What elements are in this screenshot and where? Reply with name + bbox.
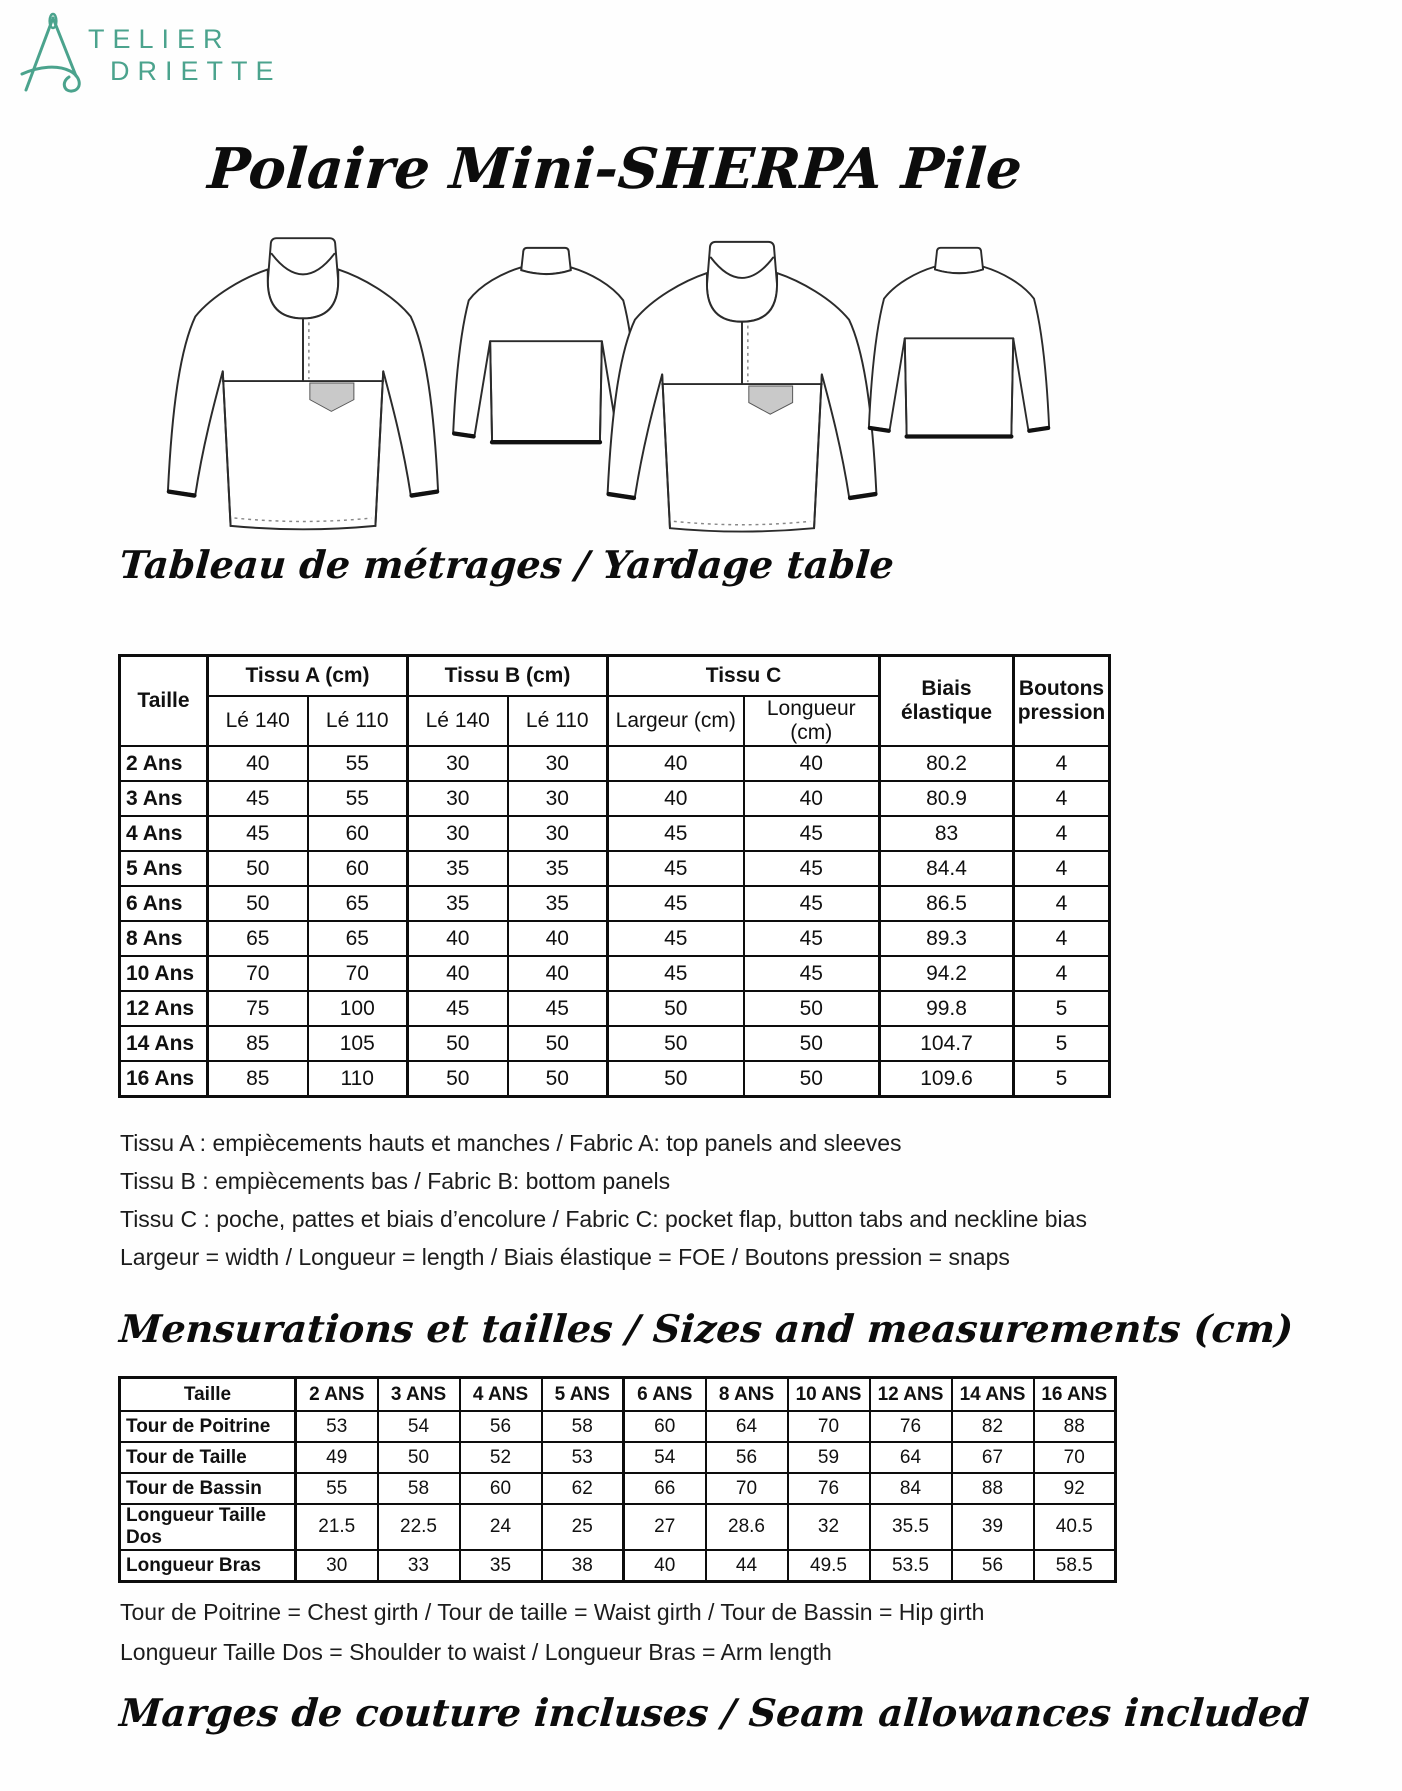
- yardage-sub-header: Largeur (cm): [608, 696, 744, 746]
- garment-front-drawing: [166, 234, 440, 532]
- yardage-value-cell: 50: [408, 1026, 508, 1061]
- yardage-value-cell: 45: [208, 816, 308, 851]
- yardage-value-cell: 45: [208, 781, 308, 816]
- yardage-table: [118, 654, 1111, 1098]
- yardage-table-body: [120, 746, 1110, 1097]
- yardage-value-cell: 45: [608, 956, 744, 991]
- page-title: Polaire Mini-SHERPA Pile: [205, 136, 1025, 202]
- measurement-row-label: Tour de Taille: [120, 1442, 296, 1473]
- measurement-value-cell: 52: [460, 1442, 542, 1473]
- yardage-value-cell: 40: [608, 746, 744, 781]
- yardage-value-cell: 60: [308, 816, 408, 851]
- table-row: [120, 991, 1110, 1026]
- table-row: [120, 781, 1110, 816]
- yardage-notes: [120, 1124, 1087, 1276]
- table-row: [120, 851, 1110, 886]
- measurement-value-cell: 64: [870, 1442, 952, 1473]
- yardage-value-cell: 4: [1014, 921, 1110, 956]
- table-row: [120, 886, 1110, 921]
- yardage-size-label: 5 Ans: [120, 851, 208, 886]
- yardage-value-cell: 40: [744, 746, 880, 781]
- note-line: Tissu A : empiècements hauts et manches / Fabric A: top panels and sleeves: [120, 1130, 902, 1156]
- yardage-sub-header: Longueur (cm): [744, 696, 880, 746]
- yardage-size-label: 6 Ans: [120, 886, 208, 921]
- measurements-header-cell: 8 ANS: [706, 1378, 788, 1412]
- yardage-value-cell: 50: [508, 1026, 608, 1061]
- yardage-value-cell: 75: [208, 991, 308, 1026]
- yardage-value-cell: 30: [408, 781, 508, 816]
- yardage-value-cell: 35: [408, 851, 508, 886]
- yardage-value-cell: 40: [408, 921, 508, 956]
- yardage-col-boutons: Boutons pression: [1014, 656, 1110, 747]
- yardage-value-cell: 5: [1014, 1026, 1110, 1061]
- yardage-value-cell: 4: [1014, 816, 1110, 851]
- yardage-value-cell: 35: [508, 886, 608, 921]
- table-row: [120, 816, 1110, 851]
- measurement-value-cell: 58: [378, 1473, 460, 1504]
- measurement-value-cell: 67: [952, 1442, 1034, 1473]
- measurement-value-cell: 39: [952, 1504, 1034, 1550]
- measurement-value-cell: 84: [870, 1473, 952, 1504]
- measurements-header-cell: 2 ANS: [296, 1378, 378, 1412]
- yardage-group-tissu-b: Tissu B (cm): [408, 656, 608, 697]
- yardage-value-cell: 50: [744, 991, 880, 1026]
- measurements-header-cell: 10 ANS: [788, 1378, 870, 1412]
- yardage-value-cell: 30: [408, 816, 508, 851]
- measurement-value-cell: 49.5: [788, 1550, 870, 1582]
- measurement-value-cell: 35: [460, 1550, 542, 1582]
- yardage-value-cell: 45: [408, 991, 508, 1026]
- table-row: [120, 956, 1110, 991]
- yardage-value-cell: 45: [744, 921, 880, 956]
- yardage-value-cell: 40: [508, 921, 608, 956]
- yardage-value-cell: 65: [308, 921, 408, 956]
- yardage-value-cell: 70: [308, 956, 408, 991]
- yardage-value-cell: 86.5: [880, 886, 1014, 921]
- measurement-value-cell: 54: [624, 1442, 706, 1473]
- yardage-section-heading: Tableau de métrages / Yardage table: [118, 542, 896, 587]
- measurement-value-cell: 53.5: [870, 1550, 952, 1582]
- yardage-size-label: 4 Ans: [120, 816, 208, 851]
- yardage-value-cell: 50: [608, 1061, 744, 1097]
- measurement-value-cell: 28.6: [706, 1504, 788, 1550]
- yardage-value-cell: 45: [608, 851, 744, 886]
- logo-text-line2: DRIETTE: [110, 56, 282, 86]
- yardage-value-cell: 50: [408, 1061, 508, 1097]
- yardage-value-cell: 50: [208, 851, 308, 886]
- yardage-value-cell: 50: [608, 1026, 744, 1061]
- yardage-size-label: 14 Ans: [120, 1026, 208, 1061]
- measurement-value-cell: 58: [542, 1411, 624, 1442]
- yardage-value-cell: 45: [744, 886, 880, 921]
- yardage-value-cell: 4: [1014, 746, 1110, 781]
- measurement-value-cell: 70: [788, 1411, 870, 1442]
- yardage-sub-header: Lé 110: [508, 696, 608, 746]
- yardage-value-cell: 80.2: [880, 746, 1014, 781]
- yardage-sub-header: Lé 140: [408, 696, 508, 746]
- measurement-value-cell: 33: [378, 1550, 460, 1582]
- yardage-value-cell: 30: [508, 746, 608, 781]
- yardage-value-cell: 5: [1014, 991, 1110, 1026]
- yardage-value-cell: 4: [1014, 956, 1110, 991]
- yardage-value-cell: 45: [744, 851, 880, 886]
- yardage-size-label: 12 Ans: [120, 991, 208, 1026]
- yardage-col-biais: Biais élastique: [880, 656, 1014, 747]
- yardage-value-cell: 4: [1014, 886, 1110, 921]
- measurement-value-cell: 50: [378, 1442, 460, 1473]
- measurements-header-cell: 4 ANS: [460, 1378, 542, 1412]
- table-row: [120, 1442, 1116, 1473]
- yardage-value-cell: 40: [208, 746, 308, 781]
- measurement-value-cell: 44: [706, 1550, 788, 1582]
- seam-allowance-heading: Marges de couture incluses / Seam allowances included: [118, 1690, 1311, 1735]
- yardage-value-cell: 50: [608, 991, 744, 1026]
- yardage-value-cell: 35: [408, 886, 508, 921]
- table-row: [120, 1550, 1116, 1582]
- measurement-value-cell: 56: [706, 1442, 788, 1473]
- measurement-row-label: Longueur Bras: [120, 1550, 296, 1582]
- yardage-value-cell: 105: [308, 1026, 408, 1061]
- garment-front-drawing: [604, 238, 880, 534]
- brand-logo: [20, 8, 320, 98]
- yardage-value-cell: 50: [208, 886, 308, 921]
- yardage-col-taille: Taille: [120, 656, 208, 747]
- measurement-value-cell: 38: [542, 1550, 624, 1582]
- measurement-value-cell: 53: [296, 1411, 378, 1442]
- yardage-value-cell: 35: [508, 851, 608, 886]
- measurement-value-cell: 55: [296, 1473, 378, 1504]
- measurements-header-cell: 16 ANS: [1034, 1378, 1116, 1412]
- yardage-value-cell: 50: [508, 1061, 608, 1097]
- measurement-value-cell: 64: [706, 1411, 788, 1442]
- table-row: [120, 1411, 1116, 1442]
- measurement-value-cell: 76: [788, 1473, 870, 1504]
- table-row: [120, 1026, 1110, 1061]
- yardage-group-tissu-a: Tissu A (cm): [208, 656, 408, 697]
- note-line: Tissu B : empiècements bas / Fabric B: bottom panels: [120, 1168, 671, 1194]
- compass-needle-a-icon: [20, 10, 86, 94]
- note-line: Longueur Taille Dos = Shoulder to waist / Longueur Bras = Arm length: [120, 1639, 832, 1665]
- yardage-value-cell: 109.6: [880, 1061, 1014, 1097]
- measurement-value-cell: 49: [296, 1442, 378, 1473]
- measurements-header-cell: 5 ANS: [542, 1378, 624, 1412]
- measurement-value-cell: 56: [952, 1550, 1034, 1582]
- yardage-value-cell: 70: [208, 956, 308, 991]
- yardage-value-cell: 94.2: [880, 956, 1014, 991]
- note-line: Tissu C : poche, pattes et biais d’encolure / Fabric C: pocket flap, button tabs and neckline bias: [120, 1206, 1087, 1232]
- measurement-value-cell: 88: [952, 1473, 1034, 1504]
- measurements-table: [118, 1376, 1117, 1583]
- table-row: [120, 1473, 1116, 1504]
- measurements-header-cell: 6 ANS: [624, 1378, 706, 1412]
- yardage-value-cell: 65: [308, 886, 408, 921]
- measurement-value-cell: 88: [1034, 1411, 1116, 1442]
- yardage-value-cell: 45: [608, 921, 744, 956]
- table-row: [120, 921, 1110, 956]
- yardage-size-label: 2 Ans: [120, 746, 208, 781]
- yardage-size-label: 3 Ans: [120, 781, 208, 816]
- yardage-value-cell: 4: [1014, 851, 1110, 886]
- measurement-notes: [120, 1592, 984, 1672]
- yardage-value-cell: 45: [744, 816, 880, 851]
- measurement-value-cell: 58.5: [1034, 1550, 1116, 1582]
- yardage-value-cell: 45: [608, 816, 744, 851]
- yardage-value-cell: 30: [508, 816, 608, 851]
- table-row: [120, 1504, 1116, 1550]
- measurement-value-cell: 27: [624, 1504, 706, 1550]
- yardage-value-cell: 60: [308, 851, 408, 886]
- measurement-value-cell: 62: [542, 1473, 624, 1504]
- note-line: Tour de Poitrine = Chest girth / Tour de taille = Waist girth / Tour de Bassin = Hip girth: [120, 1599, 985, 1625]
- measurements-header-cell: Taille: [120, 1378, 296, 1412]
- measurement-value-cell: 60: [624, 1411, 706, 1442]
- garment-back-drawing: [864, 244, 1054, 444]
- yardage-value-cell: 99.8: [880, 991, 1014, 1026]
- yardage-value-cell: 5: [1014, 1061, 1110, 1097]
- yardage-value-cell: 104.7: [880, 1026, 1014, 1061]
- measurement-value-cell: 30: [296, 1550, 378, 1582]
- measurement-value-cell: 32: [788, 1504, 870, 1550]
- measurement-value-cell: 25: [542, 1504, 624, 1550]
- yardage-size-label: 10 Ans: [120, 956, 208, 991]
- measurement-value-cell: 66: [624, 1473, 706, 1504]
- yardage-value-cell: 40: [408, 956, 508, 991]
- measurement-value-cell: 60: [460, 1473, 542, 1504]
- table-row: [120, 746, 1110, 781]
- yardage-value-cell: 89.3: [880, 921, 1014, 956]
- yardage-value-cell: 85: [208, 1061, 308, 1097]
- yardage-value-cell: 80.9: [880, 781, 1014, 816]
- measurement-row-label: Tour de Bassin: [120, 1473, 296, 1504]
- measurement-value-cell: 40.5: [1034, 1504, 1116, 1550]
- measurements-header-cell: 14 ANS: [952, 1378, 1034, 1412]
- yardage-value-cell: 50: [744, 1061, 880, 1097]
- measurements-header-row: [120, 1378, 1116, 1412]
- measurement-value-cell: 70: [706, 1473, 788, 1504]
- yardage-value-cell: 45: [608, 886, 744, 921]
- measurement-value-cell: 53: [542, 1442, 624, 1473]
- yardage-value-cell: 40: [744, 781, 880, 816]
- measurement-value-cell: 21.5: [296, 1504, 378, 1550]
- measurement-value-cell: 76: [870, 1411, 952, 1442]
- yardage-sub-header: Lé 110: [308, 696, 408, 746]
- measurements-section-heading: Mensurations et tailles / Sizes and measurements (cm): [118, 1306, 1295, 1351]
- yardage-value-cell: 55: [308, 746, 408, 781]
- yardage-value-cell: 110: [308, 1061, 408, 1097]
- measurement-row-label: Longueur Taille Dos: [120, 1504, 296, 1550]
- yardage-value-cell: 84.4: [880, 851, 1014, 886]
- note-line: Largeur = width / Longueur = length / Biais élastique = FOE / Boutons pression = snaps: [120, 1244, 1010, 1270]
- measurement-value-cell: 82: [952, 1411, 1034, 1442]
- yardage-value-cell: 40: [508, 956, 608, 991]
- measurement-value-cell: 92: [1034, 1473, 1116, 1504]
- yardage-value-cell: 45: [744, 956, 880, 991]
- measurement-value-cell: 59: [788, 1442, 870, 1473]
- measurements-table-body: [120, 1411, 1116, 1582]
- yardage-value-cell: 50: [744, 1026, 880, 1061]
- measurement-row-label: Tour de Poitrine: [120, 1411, 296, 1442]
- measurements-header-cell: 3 ANS: [378, 1378, 460, 1412]
- measurement-value-cell: 35.5: [870, 1504, 952, 1550]
- yardage-size-label: 8 Ans: [120, 921, 208, 956]
- measurements-header-cell: 12 ANS: [870, 1378, 952, 1412]
- yardage-value-cell: 30: [408, 746, 508, 781]
- logo-text-line1: TELIER: [88, 24, 231, 54]
- table-row: [120, 1061, 1110, 1097]
- yardage-value-cell: 30: [508, 781, 608, 816]
- measurement-value-cell: 40: [624, 1550, 706, 1582]
- yardage-value-cell: 83: [880, 816, 1014, 851]
- measurement-value-cell: 22.5: [378, 1504, 460, 1550]
- yardage-group-tissu-c: Tissu C: [608, 656, 880, 697]
- yardage-value-cell: 40: [608, 781, 744, 816]
- yardage-sub-header: Lé 140: [208, 696, 308, 746]
- measurement-value-cell: 56: [460, 1411, 542, 1442]
- yardage-size-label: 16 Ans: [120, 1061, 208, 1097]
- yardage-value-cell: 4: [1014, 781, 1110, 816]
- measurement-value-cell: 70: [1034, 1442, 1116, 1473]
- measurement-value-cell: 24: [460, 1504, 542, 1550]
- yardage-value-cell: 100: [308, 991, 408, 1026]
- yardage-value-cell: 45: [508, 991, 608, 1026]
- yardage-value-cell: 65: [208, 921, 308, 956]
- yardage-value-cell: 55: [308, 781, 408, 816]
- measurement-value-cell: 54: [378, 1411, 460, 1442]
- yardage-value-cell: 85: [208, 1026, 308, 1061]
